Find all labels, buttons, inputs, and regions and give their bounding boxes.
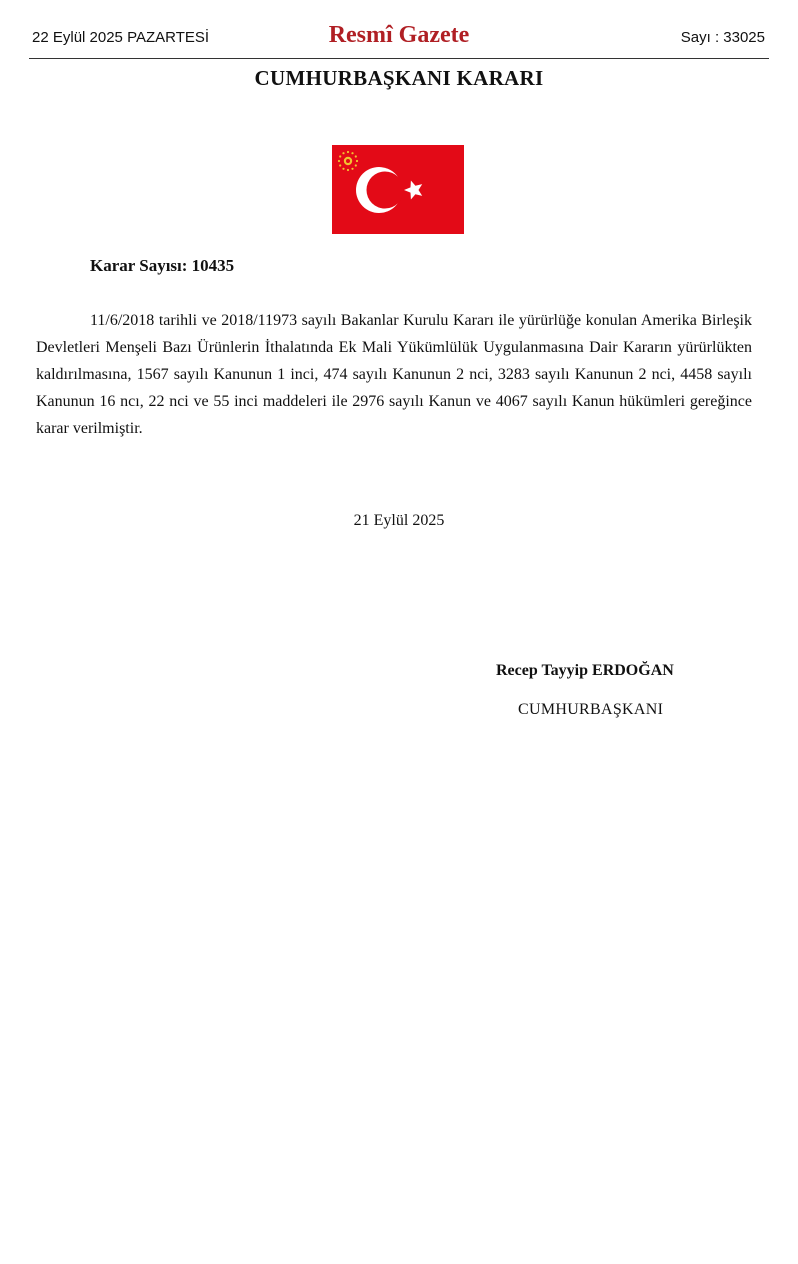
decision-number: Karar Sayısı: 10435 [90, 256, 235, 275]
signer-name: Recep Tayyip ERDOĞAN [496, 662, 674, 679]
turkish-flag-icon [332, 145, 464, 234]
gazette-issue-number: Sayı : 33025 [680, 29, 765, 46]
gazette-date: 22 Eylül 2025 PAZARTESİ [32, 29, 210, 46]
gazette-title: Resmî Gazete [328, 22, 470, 48]
document-title: CUMHURBAŞKANI KARARI [254, 66, 544, 90]
signer-title: CUMHURBAŞKANI [518, 701, 664, 718]
decision-date: 21 Eylül 2025 [353, 512, 445, 529]
decision-body-text: 11/6/2018 tarihli ve 2018/11973 sayılı Bakanlar Kurulu Kararı ile yürürlüğe konulan Amerika Birleşik Devletleri Menşeli Bazı Ürünlerin İthalatında Ek Mali Yükümlülük Uygulanmasına Dair Kararın yürürlükten kaldırılmasına, 1567 sayılı Kanunun 1 inci, 474 sayılı Kanunun 2 nci, 3283 sayılı Kanunun 2 nci, 4458 sayılı Kanunun 16 ncı, 22 nci ve 55 inci maddeleri ile 2976 sayılı Kanun ve 4067 sayılı Kanun hükümleri gereğince karar verilmiştir. [36, 312, 752, 437]
header-divider [29, 58, 769, 59]
